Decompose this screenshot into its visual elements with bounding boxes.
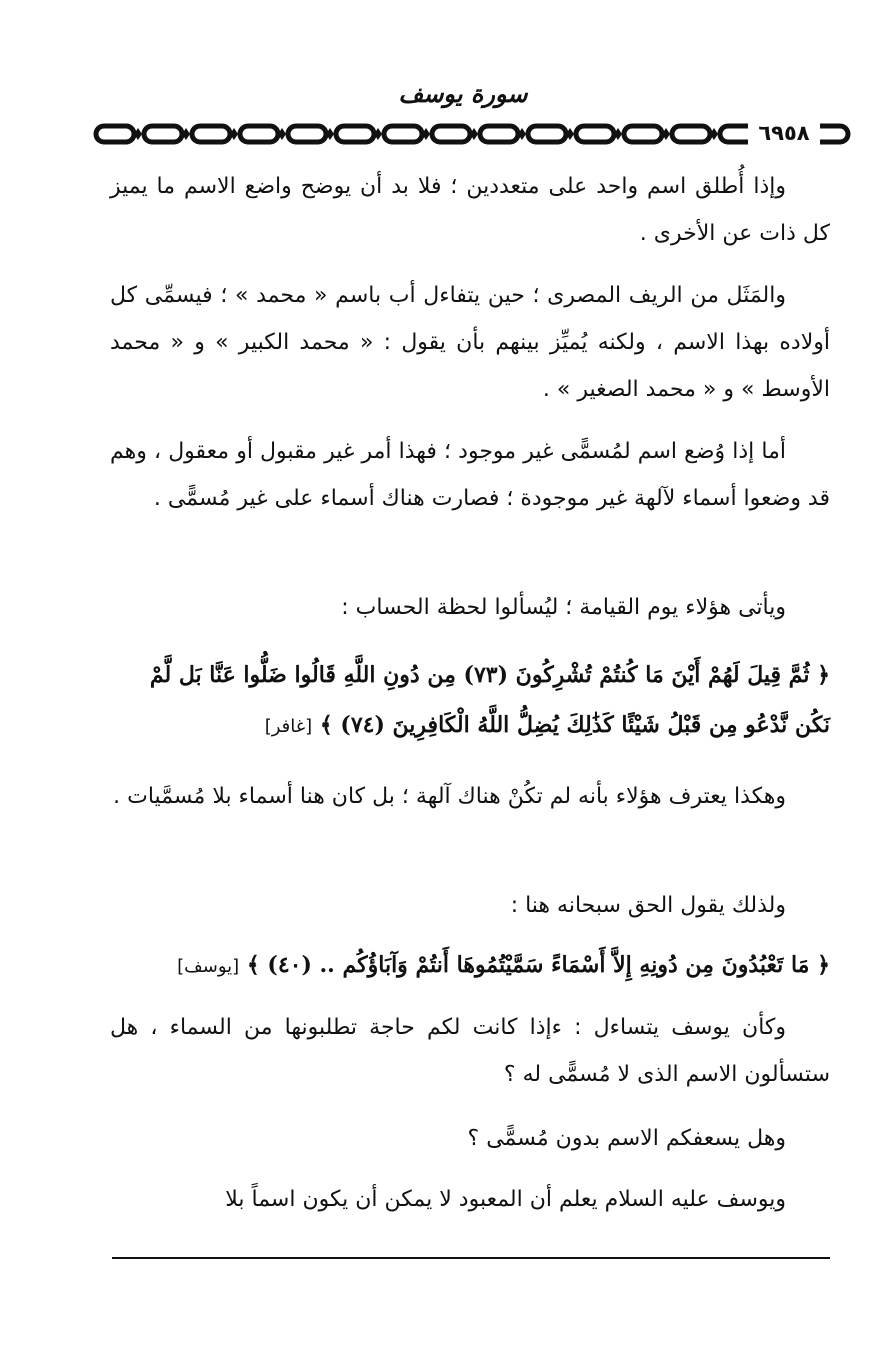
paragraph — [110, 882, 830, 929]
paragraph-text: والمَثَل من الريف المصرى ؛ حين يتفاءل أب باسم « محمد » ؛ فيسمِّى كل أولاده بهذا الاسم ، ولكنه يُميِّز بينهم بأن يقول : « محمد الكبير » و « محمد الأوسط » و « محمد الصغير » . — [110, 283, 830, 402]
paragraph — [110, 1004, 830, 1098]
paragraph — [110, 773, 830, 820]
surah-title: سورة يوسف — [398, 79, 528, 108]
paragraph-text: ولذلك يقول الحق سبحانه هنا : — [510, 893, 786, 918]
paragraph-text: ويوسف عليه السلام يعلم أن المعبود لا يمكن أن يكون اسماً بلا — [225, 1187, 786, 1212]
paragraph-text: وهكذا يعترف هؤلاء بأنه لم تكُنْ هناك آلهة ؛ بل كان هنا أسماء بلا مُسمَّيات . — [113, 784, 786, 809]
verse-reference: [يوسف] — [177, 956, 240, 977]
paragraph — [110, 428, 830, 522]
verse-text: ﴿ مَا تَعْبُدُونَ مِن دُونِهِ إِلاَّ أَسْمَاءً سَمَّيْتُمُوهَا أَنتُمْ وَآبَاؤُكُم .. (٤٠) ﴾ — [246, 952, 830, 978]
decorative-chain-border — [92, 120, 852, 148]
paragraph — [110, 1115, 830, 1162]
paragraph-text: وهل يسعفكم الاسم بدون مُسمًّى ؟ — [467, 1126, 786, 1151]
verse-reference: [غافر] — [264, 716, 313, 737]
paragraph — [110, 272, 830, 413]
paragraph — [110, 584, 830, 631]
paragraph — [110, 163, 830, 257]
paragraph — [110, 1176, 830, 1223]
verse-text: ﴿ ثُمَّ قِيلَ لَهُمْ أَيْنَ مَا كُنتُمْ تُشْرِكُونَ (٧٣) مِن دُونِ اللَّهِ قَالُوا ضَلُّوا عَنَّا بَل لَّمْ نَكُن نَّدْعُو مِن قَبْلُ شَيْئًا كَذَٰلِكَ يُضِلُّ اللَّهُ الْكَافِرِينَ (٧٤) ﴾ — [149, 662, 830, 738]
quran-verse — [110, 940, 830, 992]
page-number: ٦٩٥٨ — [748, 119, 820, 147]
quran-verse — [110, 650, 830, 752]
footer-rule — [112, 1257, 830, 1259]
paragraph-text: وكأن يوسف يتساءل : ءإذا كانت لكم حاجة تطلبونها من السماء ، هل ستسألون الاسم الذى لا مُسمًّى له ؟ — [110, 1015, 830, 1087]
paragraph-text: وإذا أُطلق اسم واحد على متعددين ؛ فلا بد أن يوضح واضع الاسم ما يميز كل ذات عن الأخرى . — [110, 174, 830, 246]
paragraph-text: ويأتى هؤلاء يوم القيامة ؛ ليُسألوا لحظة الحساب : — [341, 595, 786, 620]
paragraph-text: أما إذا وُضع اسم لمُسمًّى غير موجود ؛ فهذا أمر غير مقبول أو معقول ، وهم قد وضعوا أسماء لآلهة غير موجودة ؛ فصارت هناك أسماء على غير مُسمًّى . — [110, 439, 830, 511]
